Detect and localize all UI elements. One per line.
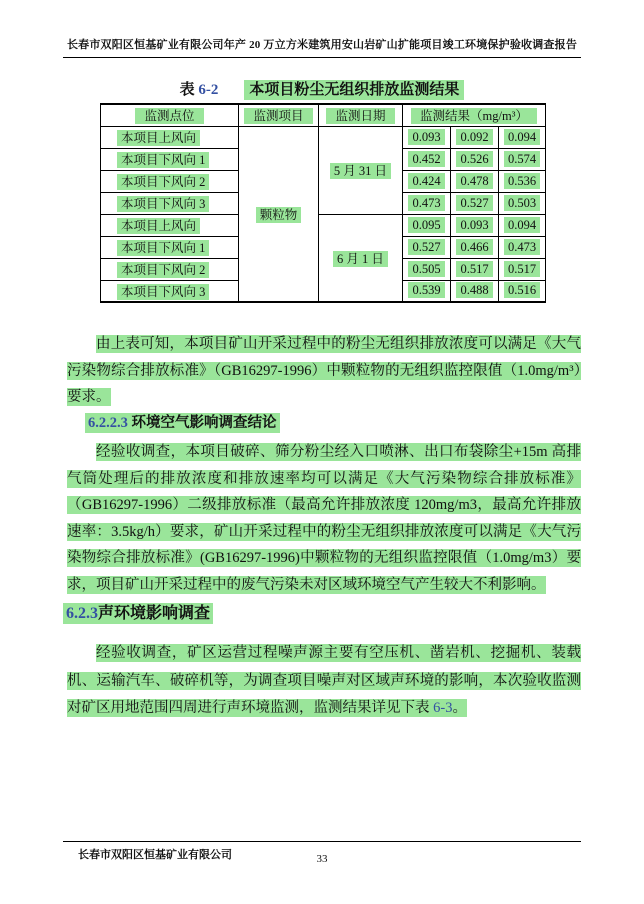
cell-value: 0.094 xyxy=(499,126,546,148)
cell-value: 0.424 xyxy=(403,170,451,192)
cell-point: 本项目下风向 3 xyxy=(101,192,239,214)
table-row xyxy=(101,126,546,148)
paragraph-air-conclusion: 经验收调查，本项目破碎、筛分粉尘经入口喷淋、出口布袋除尘+15m 高排气筒处理后的排放浓度和排放速率均可以满足《大气污染物综合排放标准》（GB16297-1996）二级排放标准（最高允许排放浓度 120mg/m3，最高允许排放速率：3.5kg/h）要求，矿山开采过程中的粉尘无组织排放浓度可以满足《大气污染物综合排放标准》(GB16297-1996)中颗粒物的无组织监控限值（1.0mg/m3）要求，项目矿山开采过程中的废气污染未对区域环境空气产生较大不利影响。 xyxy=(67,444,581,593)
cell-value: 0.517 xyxy=(499,258,546,280)
cell-value: 0.527 xyxy=(451,192,499,214)
section-number: 6.2.2.3 xyxy=(88,415,132,431)
table-caption-label-prefix: 表 xyxy=(179,82,199,98)
cell-value: 0.526 xyxy=(451,148,499,170)
section-heading-6-2-3 xyxy=(63,600,213,623)
cell-value: 0.505 xyxy=(403,258,451,280)
cell-value: 0.516 xyxy=(499,280,546,302)
cell-item: 颗粒物 xyxy=(239,126,319,302)
cell-value: 0.473 xyxy=(403,192,451,214)
table-caption xyxy=(63,78,581,99)
cell-value: 0.473 xyxy=(499,236,546,258)
section-title: 声环境影响调查 xyxy=(98,605,211,622)
paragraph-noise-survey: 经验收调查，矿区运营过程噪声源主要有空压机、凿岩机、挖掘机、装载机、运输汽车、破碎机等，为调查项目噪声对区域声环境的影响，本次验收监测对矿区用地范围四周进行声环境监测，监测结果详见下表 6-3。 xyxy=(67,645,581,716)
cell-value: 0.466 xyxy=(451,236,499,258)
cell-point: 本项目下风向 1 xyxy=(101,236,239,258)
cell-value: 0.452 xyxy=(403,148,451,170)
cell-value: 0.503 xyxy=(499,192,546,214)
cell-value: 0.092 xyxy=(451,126,499,148)
col-header-point: 监测点位 xyxy=(101,104,239,126)
cell-value: 0.574 xyxy=(499,148,546,170)
cell-value: 0.093 xyxy=(451,214,499,236)
table-caption-title: 本项目粉尘无组织排放监测结果 xyxy=(244,80,464,100)
cell-value: 0.536 xyxy=(499,170,546,192)
table-caption-label-number: 6-2 xyxy=(198,82,219,98)
col-header-date: 监测日期 xyxy=(319,104,403,126)
section-number: 6.2.3 xyxy=(66,605,98,622)
cell-date: 6 月 1 日 xyxy=(319,214,403,302)
page-header xyxy=(63,36,581,58)
cell-date: 5 月 31 日 xyxy=(319,126,403,214)
cell-value: 0.093 xyxy=(403,126,451,148)
cell-value: 0.527 xyxy=(403,236,451,258)
table-row xyxy=(101,214,546,236)
section-title: 环境空气影响调查结论 xyxy=(131,415,277,431)
cell-value: 0.095 xyxy=(403,214,451,236)
cell-value: 0.488 xyxy=(451,280,499,302)
cell-point: 本项目下风向 2 xyxy=(101,170,239,192)
col-header-item: 监测项目 xyxy=(239,104,319,126)
footer-company: 长春市双阳区恒基矿业有限公司 xyxy=(78,849,232,861)
cell-point: 本项目下风向 2 xyxy=(101,258,239,280)
section-heading-6-2-2-3 xyxy=(85,411,280,432)
cell-value: 0.539 xyxy=(403,280,451,302)
cell-value: 0.094 xyxy=(499,214,546,236)
cell-point: 本项目上风向 xyxy=(101,126,239,148)
col-header-result: 监测结果（mg/m³） xyxy=(403,104,546,126)
cell-point: 本项目上风向 xyxy=(101,214,239,236)
page-header-title: 长春市双阳区恒基矿业有限公司年产 20 万立方米建筑用安山岩矿山扩能项目竣工环境保护验收调查报告 xyxy=(66,39,578,51)
cell-value: 0.478 xyxy=(451,170,499,192)
paragraph-conclusion-table: 由上表可知，本项目矿山开采过程中的粉尘无组织排放浓度可以满足《大气污染物综合排放标准》（GB16297-1996）中颗粒物的无组织监控限值（1.0mg/m³）要求。 xyxy=(67,336,581,405)
cell-point: 本项目下风向 3 xyxy=(101,280,239,302)
table-header-row xyxy=(101,104,546,126)
cell-value: 0.517 xyxy=(451,258,499,280)
page-number: 33 xyxy=(316,853,328,865)
monitoring-results-table xyxy=(100,103,546,303)
cell-point: 本项目下风向 1 xyxy=(101,148,239,170)
table-ref-number: 6-3 xyxy=(433,700,453,716)
table-caption-label xyxy=(180,82,219,98)
